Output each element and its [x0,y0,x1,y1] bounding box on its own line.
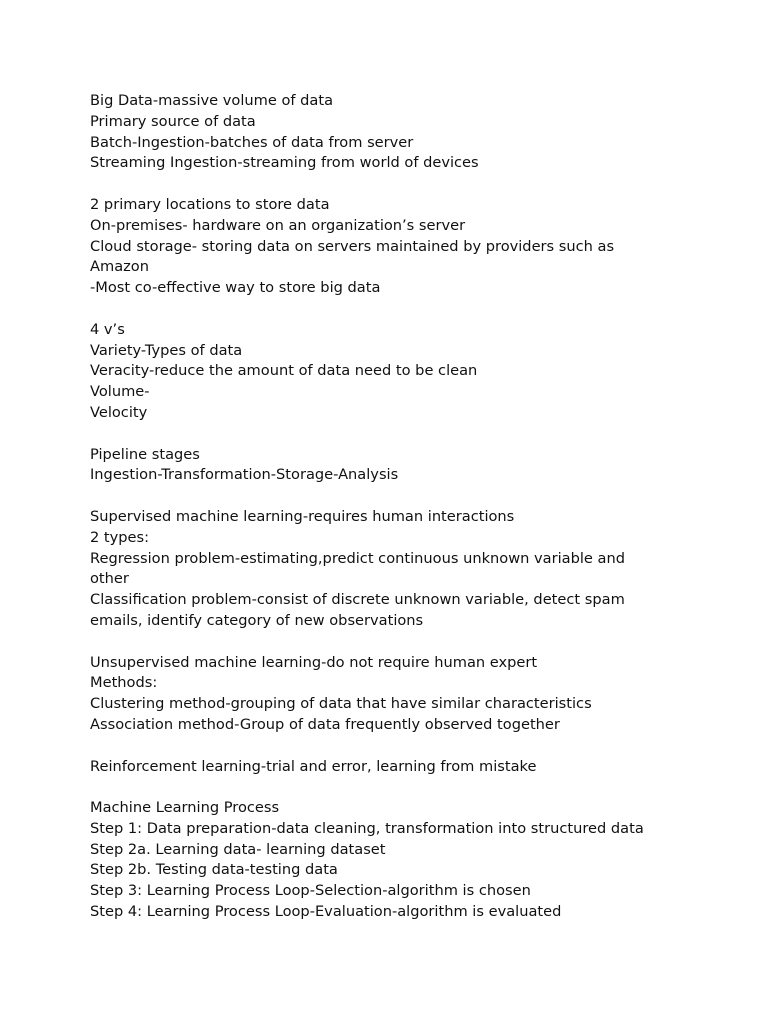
text-line: Association method-Group of data frequently observed together [90,715,560,733]
text-line: Unsupervised machine learning-do not require human expert [90,653,538,671]
section-pipeline [90,445,690,487]
text-line: 4 v’s [90,320,125,338]
document-body [90,91,690,923]
text-line: Big Data-massive volume of data [90,92,334,109]
paragraph-spacer [90,299,690,320]
text-line: Volume- [90,383,150,401]
text-line: Step 1: Data preparation-data cleaning, transformation into structured data [90,819,644,837]
text-line: Cloud storage- storing data on servers maintained by providers such as Amazon [90,237,615,276]
paragraph-spacer [90,174,690,195]
section-unsupervised [90,653,690,736]
text-line: Veracity-reduce the amount of data need to be clean [90,362,478,380]
section-four-vs [90,320,690,424]
section-ml-process [90,798,690,923]
text-line: 2 primary locations to store data [90,195,330,213]
text-line: Primary source of data [90,112,256,130]
paragraph-spacer [90,736,690,757]
paragraph-spacer [90,486,690,507]
text-line: Clustering method-grouping of data that have similar characteristics [90,695,592,713]
paragraph-spacer [90,777,690,798]
text-line: Velocity [90,403,148,421]
text-line: 2 types: [90,528,150,546]
section-reinforcement [90,757,690,778]
text-line: Reinforcement learning-trial and error, learning from mistake [90,757,537,775]
text-line: -Most co-effective way to store big data [90,279,381,297]
section-supervised [90,507,690,632]
text-line: Regression problem-estimating,predict continuous unknown variable and other [90,549,626,588]
text-line: On-premises- hardware on an organization’s server [90,216,466,234]
paragraph-spacer [90,424,690,445]
text-line: Step 2a. Learning data- learning dataset [90,840,386,858]
text-line: Step 4: Learning Process Loop-Evaluation-algorithm is evaluated [90,903,562,921]
section-storage [90,195,690,299]
text-line: Pipeline stages [90,445,200,463]
text-line: Streaming Ingestion-streaming from world of devices [90,154,479,172]
text-line: Batch-Ingestion-batches of data from server [90,133,414,151]
text-line: Methods: [90,674,158,692]
text-line: Machine Learning Process [90,799,280,817]
text-line: Supervised machine learning-requires human interactions [90,507,515,525]
section-big-data [90,91,690,174]
text-line: Ingestion-Transformation-Storage-Analysis [90,466,399,484]
text-line: Variety-Types of data [90,341,243,359]
text-line: Step 2b. Testing data-testing data [90,861,338,879]
text-line: Classification problem-consist of discrete unknown variable, detect spam emails, identify category of new observations [90,591,625,629]
text-line: Step 3: Learning Process Loop-Selection-algorithm is chosen [90,882,531,900]
paragraph-spacer [90,632,690,653]
